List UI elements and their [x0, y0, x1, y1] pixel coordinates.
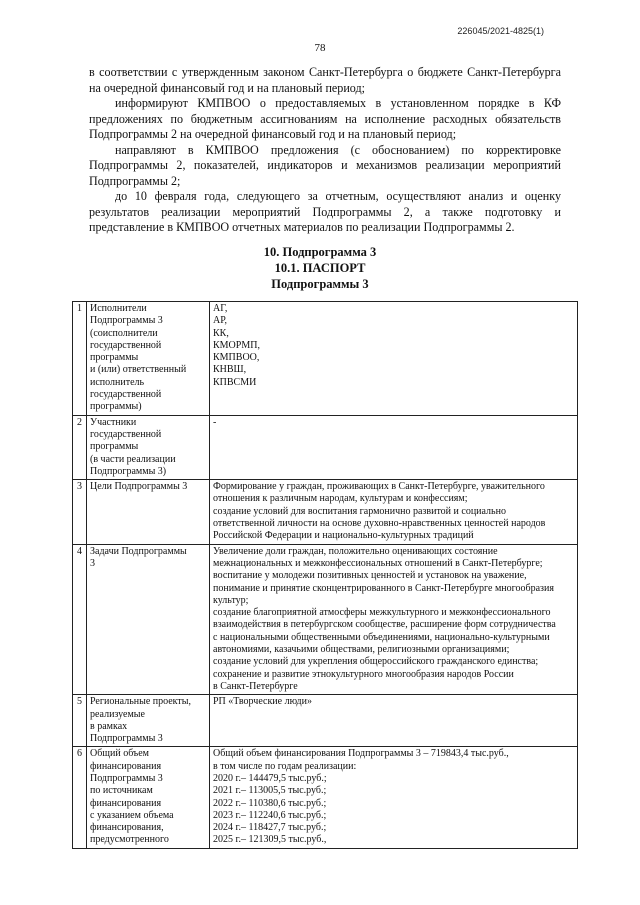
row-content	[210, 415, 578, 479]
row-label-line: (соисполнители	[90, 327, 158, 339]
table-row	[73, 480, 578, 544]
passport-table-body	[73, 302, 578, 849]
row-content-line: культур;	[213, 594, 249, 606]
row-label-line: программы	[90, 441, 139, 453]
row-content-line: в том числе по годам реализации:	[213, 760, 357, 772]
passport-table	[72, 301, 578, 849]
row-label-line: Подпрограммы 3	[90, 315, 163, 327]
row-label-line: 3	[90, 557, 95, 569]
row-number: 3	[73, 480, 87, 544]
row-content-line: АГ,	[213, 303, 228, 314]
row-label-line: и (или) ответственный	[90, 364, 187, 376]
row-label-line: Подпрограммы 3)	[90, 465, 167, 477]
row-label-line: финансирования	[90, 760, 162, 772]
row-label	[87, 415, 210, 479]
row-content-line: КПВСМИ	[213, 376, 257, 388]
row-number: 2	[73, 415, 87, 479]
row-label	[87, 480, 210, 544]
row-content-line: сохранение и развитие этнокультурного многообразия народов России	[213, 668, 514, 680]
heading-line: Подпрограммы 3	[271, 277, 369, 291]
row-content-line: КНВШ,	[213, 364, 247, 376]
table-row	[73, 544, 578, 695]
page-number: 78	[314, 42, 326, 54]
row-content-line: автономиями, казачьими обществами, религиозными организациями;	[213, 644, 510, 656]
row-content-line: Формирование у граждан, проживающих в Санкт-Петербурге, уважительного	[213, 481, 545, 493]
row-content-line: 2025 г.– 121309,5 тыс.руб.,	[213, 834, 327, 846]
row-content-line: 2023 г.– 112240,6 тыс.руб.;	[213, 809, 327, 821]
row-content-line: КМПВОО,	[213, 352, 260, 364]
row-number: 6	[73, 747, 87, 848]
paragraph: в соответствии с утвержденным законом Санкт-Петербурга о бюджете Санкт-Петербурга на очередной финансовый год и на плановый период;	[89, 65, 561, 95]
table-row	[73, 302, 578, 416]
row-content-line: КМОРМП,	[213, 339, 260, 351]
heading-line: 10. Подпрограмма 3	[263, 245, 377, 259]
row-content	[210, 695, 578, 747]
row-content-line: ответственной личности на основе духовно-нравственных ценностей народов	[213, 518, 546, 530]
row-content-line: создание условий для воспитания гармонично развитой и социально	[213, 505, 506, 517]
row-label-line: с указанием объема	[90, 809, 174, 821]
body-text	[89, 65, 561, 236]
row-label-line: Подпрограммы 3	[90, 733, 163, 745]
row-content-line: создание благоприятной атмосферы межкультурного и межконфессионального	[213, 607, 551, 619]
row-content-line: 2021 г.– 113005,5 тыс.руб.;	[213, 785, 327, 797]
row-content-line: воспитание у молодежи позитивных ценностей и установок на уважение,	[213, 570, 527, 582]
row-content-line: Увеличение доли граждан, положительно оценивающих состояние	[213, 545, 498, 557]
row-label-line: финансирования	[90, 797, 162, 809]
row-label-line: государственной	[90, 428, 162, 440]
row-label-line: Общий объем	[90, 748, 149, 760]
row-label-line: предусмотренного	[90, 834, 169, 846]
row-content-line: взаимодействия в петербургском сообществе, расширение форм сотрудничества	[213, 619, 556, 631]
row-label	[87, 302, 210, 416]
row-content	[210, 747, 578, 848]
row-content-line: РП «Творческие люди»	[213, 696, 312, 708]
table-row	[73, 415, 578, 479]
row-number: 4	[73, 544, 87, 695]
row-label-line: Участники	[90, 416, 137, 428]
row-label	[87, 544, 210, 695]
section-heading	[0, 244, 640, 292]
paragraph: информируют КМПВОО о предоставляемых в установленном порядке в КФ предложениях по бюджетным ассигнованиям на исполнение расходных обязательств Подпрограммы 2 на очередной финансовый год и на плановый период;	[89, 96, 561, 141]
table-row	[73, 695, 578, 747]
row-content-line: -	[213, 416, 217, 428]
row-content-line: в Санкт-Петербурге	[213, 680, 298, 692]
row-content-line: Российской Федерации и национально-культурных традиций	[213, 530, 474, 542]
row-content-line: КК,	[213, 327, 229, 339]
row-content	[210, 302, 578, 416]
row-label-line: исполнитель	[90, 376, 145, 388]
row-content-line: 2024 г.– 118427,7 тыс.руб.;	[213, 822, 327, 834]
row-label-line: финансирования,	[90, 822, 164, 834]
row-label-line: в рамках	[90, 720, 128, 732]
row-label-line: программы	[90, 352, 139, 364]
row-content-line: 2022 г.– 110380,6 тыс.руб.;	[213, 797, 327, 809]
row-content	[210, 544, 578, 695]
row-content-line: АР,	[213, 315, 228, 327]
paragraph: до 10 февраля года, следующего за отчетным, осуществляют анализ и оценку результатов реализации мероприятий Подпрограммы 2, а также подготовку и представление в КМПВОО отчетных материалов по реализации Подпрограммы 2.	[89, 189, 561, 234]
row-content-line: с национальными общественными объединениями, национально-культурными	[213, 631, 550, 643]
row-label-line: Региональные проекты,	[90, 696, 191, 708]
paragraph: направляют в КМПВОО предложения (с обоснованием) по корректировке Подпрограммы 2, показателей, индикаторов и механизмов реализации мероприятий Подпрограммы 2;	[89, 142, 561, 188]
row-number: 1	[73, 302, 87, 416]
row-number: 5	[73, 695, 87, 747]
row-label	[87, 695, 210, 747]
row-label-line: программы)	[90, 401, 142, 413]
row-content-line: понимание и принятие сконцентрированного в Санкт-Петербурге многообразия	[213, 582, 554, 594]
row-label-line: (в части реализации	[90, 453, 176, 465]
document-id: 226045/2021-4825(1)	[457, 26, 544, 36]
row-content-line: создание условий для укрепления общероссийского гражданского единства;	[213, 656, 539, 668]
row-label-line: Подпрограммы 3	[90, 772, 163, 784]
row-label-line: Задачи Подпрограммы	[90, 545, 187, 557]
row-label-line: государственной	[90, 339, 162, 351]
row-label-line: по источникам	[90, 785, 153, 797]
row-label-line: Цели Подпрограммы 3	[90, 481, 188, 493]
row-label-line: государственной	[90, 389, 162, 401]
table-row	[73, 747, 578, 848]
row-content-line: 2020 г.– 144479,5 тыс.руб.;	[213, 772, 327, 784]
row-content	[210, 480, 578, 544]
row-label-line: Исполнители	[90, 303, 147, 314]
row-label-line: реализуемые	[90, 708, 145, 720]
row-content-line: отношения к различным народам, культурам и конфессиям;	[213, 493, 468, 505]
row-label	[87, 747, 210, 848]
row-content-line: межнациональных и межконфессиональных отношений в Санкт-Петербурге;	[213, 557, 543, 569]
heading-line: 10.1. ПАСПОРТ	[274, 261, 366, 275]
row-content-line: Общий объем финансирования Подпрограммы 3 – 719843,4 тыс.руб.,	[213, 748, 509, 760]
